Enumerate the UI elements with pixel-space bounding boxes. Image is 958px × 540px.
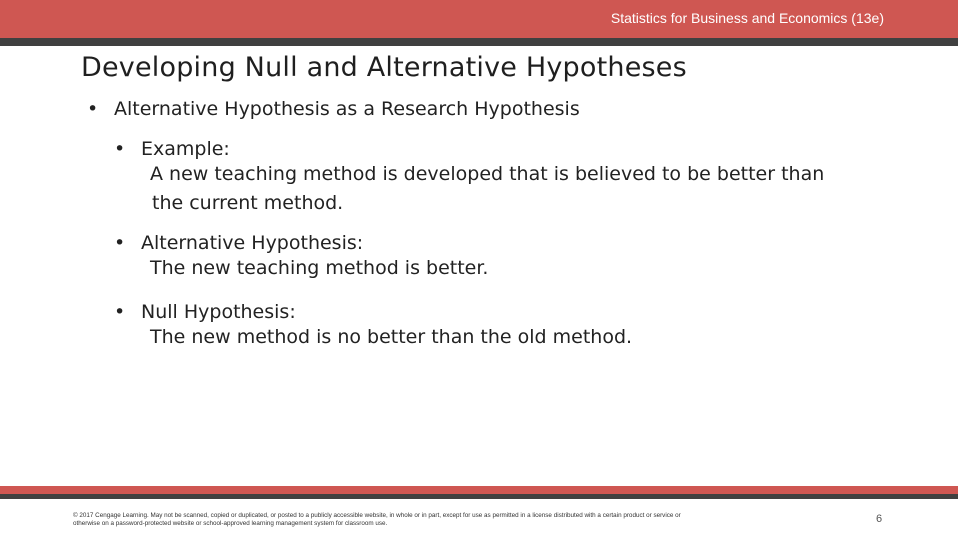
bullet-main-text: Alternative Hypothesis as a Research Hypothesis (114, 98, 580, 120)
page-number: 6 (876, 513, 883, 525)
slide-title: Developing Null and Alternative Hypotheses (81, 52, 687, 83)
subbullet-head: Example: (141, 138, 230, 160)
subbullet-head: Alternative Hypothesis: (141, 232, 364, 254)
header-band (0, 0, 958, 38)
subbullet-body (114, 160, 824, 218)
footer-rule-red (0, 486, 958, 494)
subbullet-body (114, 254, 488, 283)
subbullet-line: The new teaching method is better. (150, 257, 489, 279)
header-rule (0, 38, 958, 46)
course-title: Statistics for Business and Economics (13e) (610, 10, 884, 26)
bullet-marker: • (114, 232, 126, 254)
copyright-line: otherwise on a password-protected website or school-approved learning management system for classroom use. (73, 520, 388, 527)
subbullet-null (114, 301, 632, 352)
subbullet-example (114, 138, 824, 218)
subbullet-line: The new method is no better than the old method. (150, 326, 633, 348)
subbullet-alternative (114, 232, 488, 283)
subbullet-head: Null Hypothesis: (141, 301, 296, 323)
copyright-notice (73, 512, 803, 528)
subbullet-line: A new teaching method is developed that is believed to be better than (150, 163, 825, 185)
footer-rule-gray (0, 494, 958, 499)
bullet-main (87, 98, 580, 120)
copyright-line: © 2017 Cengage Learning. May not be scanned, copied or duplicated, or posted to a publicly accessible website, in whole or in part, except for use as permitted in a license distributed with a certain product or service or (73, 512, 681, 519)
bullet-marker: • (87, 98, 99, 120)
bullet-marker: • (114, 301, 126, 323)
subbullet-line: the current method. (152, 192, 344, 214)
subbullet-body (114, 323, 632, 352)
bullet-marker: • (114, 138, 126, 160)
